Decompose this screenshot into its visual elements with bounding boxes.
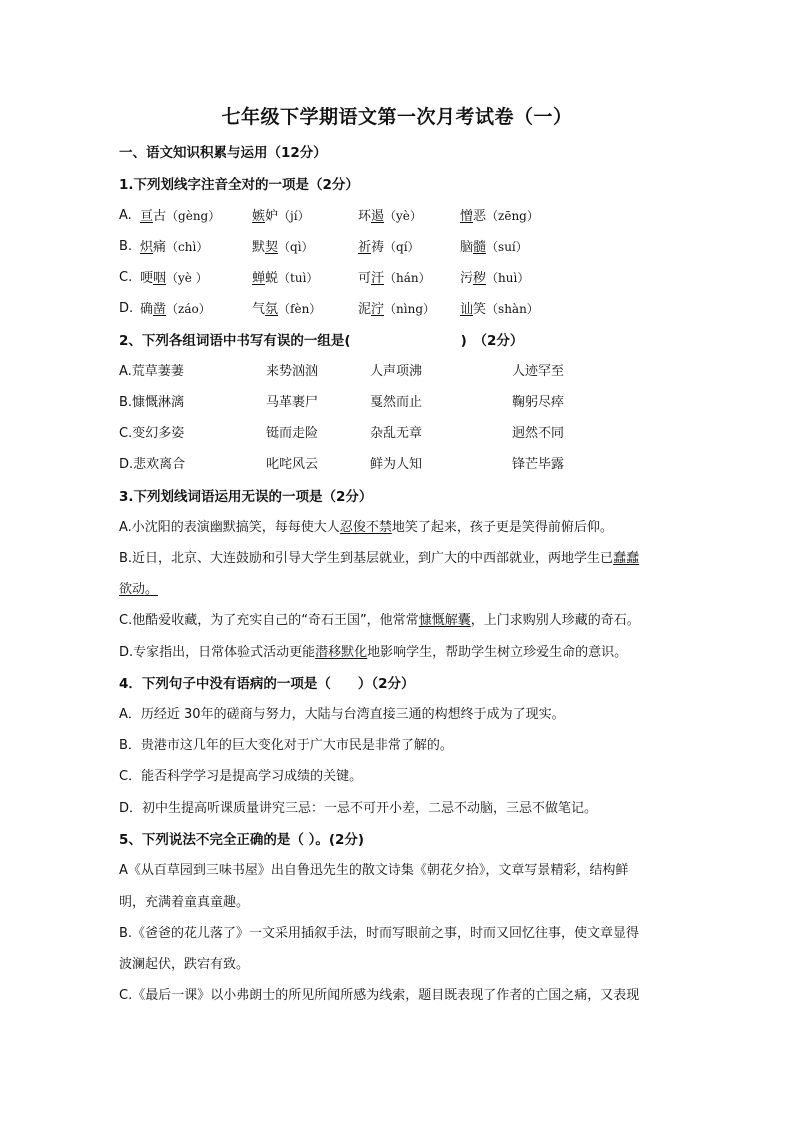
- q1-row-label: A.: [119, 208, 132, 223]
- q2-option-word: 人声项沸: [370, 364, 423, 379]
- question-5-stem: 5、下列说法不完全正确的是（ ）。(2分): [119, 832, 365, 848]
- q1-pinyin: （yè）: [384, 209, 422, 223]
- q2-option-word: 人迹罕至: [512, 364, 565, 379]
- q1-pinyin: （záo）: [166, 302, 211, 316]
- q1-word-part: 笑: [473, 302, 487, 317]
- question-5-option-b-line1: B.《爸爸的花儿落了》一文采用插叙手法，时而写眼前之事，时而又回忆往事，使文章显得: [119, 926, 640, 941]
- q1-word-part: 妒: [265, 209, 279, 224]
- q1-pinyin: （zēng）: [486, 209, 539, 223]
- q2-option-first-word: A.荒草萋萋: [119, 364, 184, 379]
- q2-option-word: 鲜为人知: [370, 457, 423, 472]
- q1-option-item: [358, 206, 422, 227]
- q1-word-part: 可: [358, 271, 372, 286]
- q1-underlined-char: 秽: [473, 271, 487, 286]
- q3-d-text-end: 地影响学生，帮助学生树立珍爱生命的意识。: [367, 645, 628, 660]
- q2-option-first-word: B.慷慨淋漓: [119, 395, 185, 410]
- page-title: 七年级下学期语文第一次月考试卷（一）: [221, 106, 573, 128]
- q1-pinyin: （jí）: [278, 209, 310, 223]
- q1-option-item: [252, 206, 310, 227]
- q1-option-item: [358, 268, 431, 289]
- q1-option-item: [140, 237, 208, 258]
- q1-pinyin: （nìng）: [384, 302, 436, 316]
- question-3-stem: 3.下列划线词语运用无误的一项是（2分）: [119, 489, 373, 505]
- question-2-stem-text: 2、下列各组词语中书写有误的一组是(: [119, 333, 351, 349]
- q2-option-first-word: D.悲欢离合: [119, 457, 186, 472]
- question-4-option-a: A．历经近 30年的磋商与努力，大陆与台湾直接三通的构想终于成为了现实。: [119, 707, 565, 722]
- q2-option-word: 叱咤风云: [266, 457, 319, 472]
- q1-underlined-char: 髓: [473, 240, 487, 255]
- q2-option-first-word: C.变幻多姿: [119, 426, 185, 441]
- q2-option-word: 迥然不同: [512, 426, 565, 441]
- q3-c-text: C.他酷爱收藏，为了充实自己的“奇石王国”，他常常: [119, 613, 419, 628]
- question-5-option-a-line2: 明，充满着童真童趣。: [119, 895, 250, 910]
- question-4-option-b: B．贵港市这几年的巨大变化对于广大市民是非常了解的。: [119, 738, 453, 753]
- question-2-stem: [119, 331, 523, 351]
- question-5-option-c-line1: C.《最后一课》以小弗朗士的所见所闻所感为线索，题目既表现了作者的亡国之痛，又表现: [119, 988, 640, 1003]
- q1-word-part: 脑: [460, 240, 474, 255]
- q1-underlined-char: 祈: [358, 240, 372, 255]
- q1-underlined-char: 凿: [153, 302, 167, 317]
- question-4-stem: 4．下列句子中没有语病的一项是（ ）（2分）: [119, 676, 415, 692]
- q1-pinyin: （tuì）: [278, 271, 319, 285]
- q1-underlined-char: 泞: [371, 302, 385, 317]
- question-5-option-a-line1: A《从百草园到三味书屋》出自鲁迅先生的散文诗集《朝花夕拾》，文章写景精彩，结构鲜: [119, 863, 629, 878]
- question-1-stem: 1.下列划线字注音全对的一项是（2分）: [119, 177, 359, 193]
- q1-underlined-char: 氛: [265, 302, 279, 317]
- q2-option-word: 来势汹汹: [266, 364, 319, 379]
- q1-option-item: [460, 268, 529, 289]
- q1-word-part: 环: [358, 209, 372, 224]
- q1-word-part: 确: [140, 302, 154, 317]
- q1-word-part: 祷: [371, 240, 385, 255]
- q1-pinyin: （huì）: [486, 271, 530, 285]
- q1-option-item: [358, 237, 420, 258]
- q3-b-underlined: 蠢蠢: [613, 551, 640, 566]
- q1-pinyin: （gèng）: [166, 209, 221, 223]
- q2-option-word: 戛然而止: [370, 395, 423, 410]
- q3-a-text: A.小沈阳的表演幽默搞笑，每每使大人: [119, 520, 340, 535]
- q3-b-underlined-2: 欲动。: [119, 582, 159, 597]
- q1-row-label: D.: [119, 301, 134, 316]
- q1-option-item: [140, 268, 208, 289]
- question-4-option-c: C．能否科学学习是提高学习成绩的关键。: [119, 769, 363, 784]
- question-3-option-b-line2: [119, 580, 158, 600]
- q1-pinyin: （fèn）: [278, 302, 322, 316]
- q1-underlined-char: 蝉: [252, 271, 266, 286]
- q2-option-word: 马革裹尸: [266, 395, 319, 410]
- q1-option-item: [358, 299, 435, 320]
- question-5-option-b-line2: 波澜起伏，跌宕有致。: [119, 957, 250, 972]
- q1-word-part: 哽: [140, 271, 154, 286]
- q1-option-item: [140, 206, 220, 227]
- question-3-option-d: [119, 643, 627, 663]
- q1-underlined-char: 憎: [460, 209, 474, 224]
- q1-pinyin: （shàn）: [486, 302, 539, 316]
- q1-word-part: 恶: [473, 209, 487, 224]
- q3-a-text-end: 地笑了起来，孩子更是笑得前俯后仰。: [391, 520, 613, 535]
- section-heading-1: 一、语文知识积累与运用（12分）: [119, 145, 327, 161]
- q1-word-part: 古: [153, 209, 167, 224]
- q1-underlined-char: 契: [265, 240, 279, 255]
- q1-word-part: 痛: [153, 240, 167, 255]
- question-2-stem-tail: ) （2分）: [460, 333, 524, 349]
- q1-row-label: B.: [119, 239, 133, 254]
- q3-b-text: B.近日，北京、大连鼓励和引导大学生到基层就业，到广大的中西部就业，两地学生已: [119, 551, 614, 566]
- q1-word-part: 泥: [358, 302, 372, 317]
- question-4-option-d: D．初中生提高听课质量讲究三忌：一忌不可开小差，二忌不动脑，三忌不做笔记。: [119, 801, 598, 816]
- q2-option-word: 铤而走险: [266, 426, 319, 441]
- q1-pinyin: （yè ）: [166, 271, 208, 285]
- q1-option-item: [252, 299, 321, 320]
- q1-option-item: [252, 237, 314, 258]
- q2-option-word: 杂乱无章: [370, 426, 423, 441]
- q3-d-text: D.专家指出，日常体验式活动更能: [119, 645, 316, 660]
- q1-underlined-char: 亘: [140, 209, 154, 224]
- q1-underlined-char: 咽: [153, 271, 167, 286]
- q1-pinyin: （qí）: [384, 240, 420, 254]
- question-3-option-b-line1: [119, 549, 639, 569]
- q1-option-item: [140, 299, 211, 320]
- q2-option-word: 鞠躬尽瘁: [512, 395, 565, 410]
- q1-pinyin: （qì）: [278, 240, 314, 254]
- q1-pinyin: （chì）: [166, 240, 209, 254]
- q3-d-underlined: 潜移默化: [315, 645, 368, 660]
- q1-option-item: [460, 206, 539, 227]
- q1-option-item: [460, 237, 528, 258]
- q1-word-part: 默: [252, 240, 266, 255]
- q3-a-underlined: 忍俊不禁: [339, 520, 392, 535]
- question-3-option-a: [119, 518, 613, 538]
- q3-c-text-end: ，上门求购别人珍藏的奇石。: [470, 613, 640, 628]
- q1-underlined-char: 汗: [371, 271, 385, 286]
- q1-pinyin: （suí）: [486, 240, 528, 254]
- q1-underlined-char: 遏: [371, 209, 385, 224]
- q3-c-underlined: 慷慨解囊: [418, 613, 471, 628]
- q1-option-item: [460, 299, 539, 320]
- q1-underlined-char: 讪: [460, 302, 474, 317]
- q1-word-part: 气: [252, 302, 266, 317]
- question-3-option-c: [119, 611, 640, 631]
- q1-option-item: [252, 268, 318, 289]
- q1-underlined-char: 嫉: [252, 209, 266, 224]
- q1-row-label: C.: [119, 270, 133, 285]
- q1-pinyin: （hán）: [384, 271, 431, 285]
- q2-option-word: 锋芒毕露: [512, 457, 565, 472]
- q1-underlined-char: 炽: [140, 240, 154, 255]
- q1-word-part: 蜕: [265, 271, 279, 286]
- q1-word-part: 污: [460, 271, 474, 286]
